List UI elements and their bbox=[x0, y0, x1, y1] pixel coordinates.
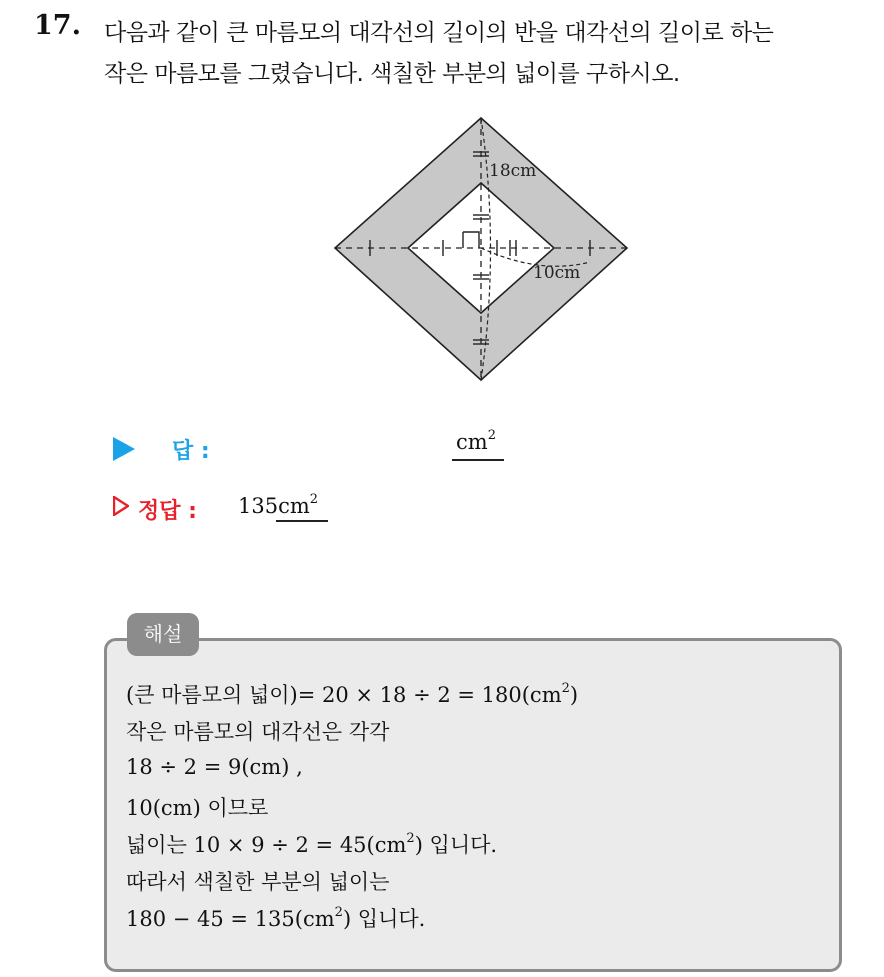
explanation-line-4: 10(cm) 이므로 bbox=[126, 796, 269, 820]
explanation-tab: 해설 bbox=[127, 613, 199, 656]
answer-unit: $cm^2$ bbox=[456, 428, 496, 454]
question-text-line-2: 작은 마름모를 그렸습니다. 색칠한 부분의 넓이를 구하시오. bbox=[104, 61, 680, 87]
rhombus-figure bbox=[0, 0, 884, 400]
explanation-line-3: 18 ÷ 2 = 9(cm) , bbox=[126, 755, 303, 779]
label-18cm: 18cm bbox=[489, 161, 537, 181]
correct-answer-underline bbox=[276, 520, 328, 522]
explanation-line-6: 따라서 색칠한 부분의 넓이는 bbox=[126, 870, 390, 894]
explanation-line-1: (큰 마름모의 넓이)= $20 \times 18 \div 2 = 180(cm^2)$ bbox=[126, 681, 579, 707]
question-text-line-1: 다음과 같이 큰 마름모의 대각선의 길이의 반을 대각선의 길이로 하는 bbox=[104, 20, 774, 46]
answer-label: 답 : bbox=[172, 439, 210, 464]
correct-answer-label: 정답 : bbox=[138, 499, 197, 524]
answer-underline bbox=[452, 459, 504, 461]
explanation-line-2: 작은 마름모의 대각선은 각각 bbox=[126, 720, 390, 744]
explanation-line-5: 넓이는 $10 \times 9 \div 2 = 45(cm^2)$ 입니다. bbox=[126, 831, 498, 857]
question-number: 17. bbox=[34, 10, 81, 41]
label-10cm: 10cm bbox=[533, 263, 581, 283]
answer-marker-icon bbox=[113, 437, 135, 461]
correct-answer-value: $135cm^2$ bbox=[238, 492, 319, 518]
explanation-line-7: $180 - 45 = 135(cm^2)$ 입니다. bbox=[126, 905, 426, 931]
correct-marker-icon bbox=[113, 496, 129, 516]
